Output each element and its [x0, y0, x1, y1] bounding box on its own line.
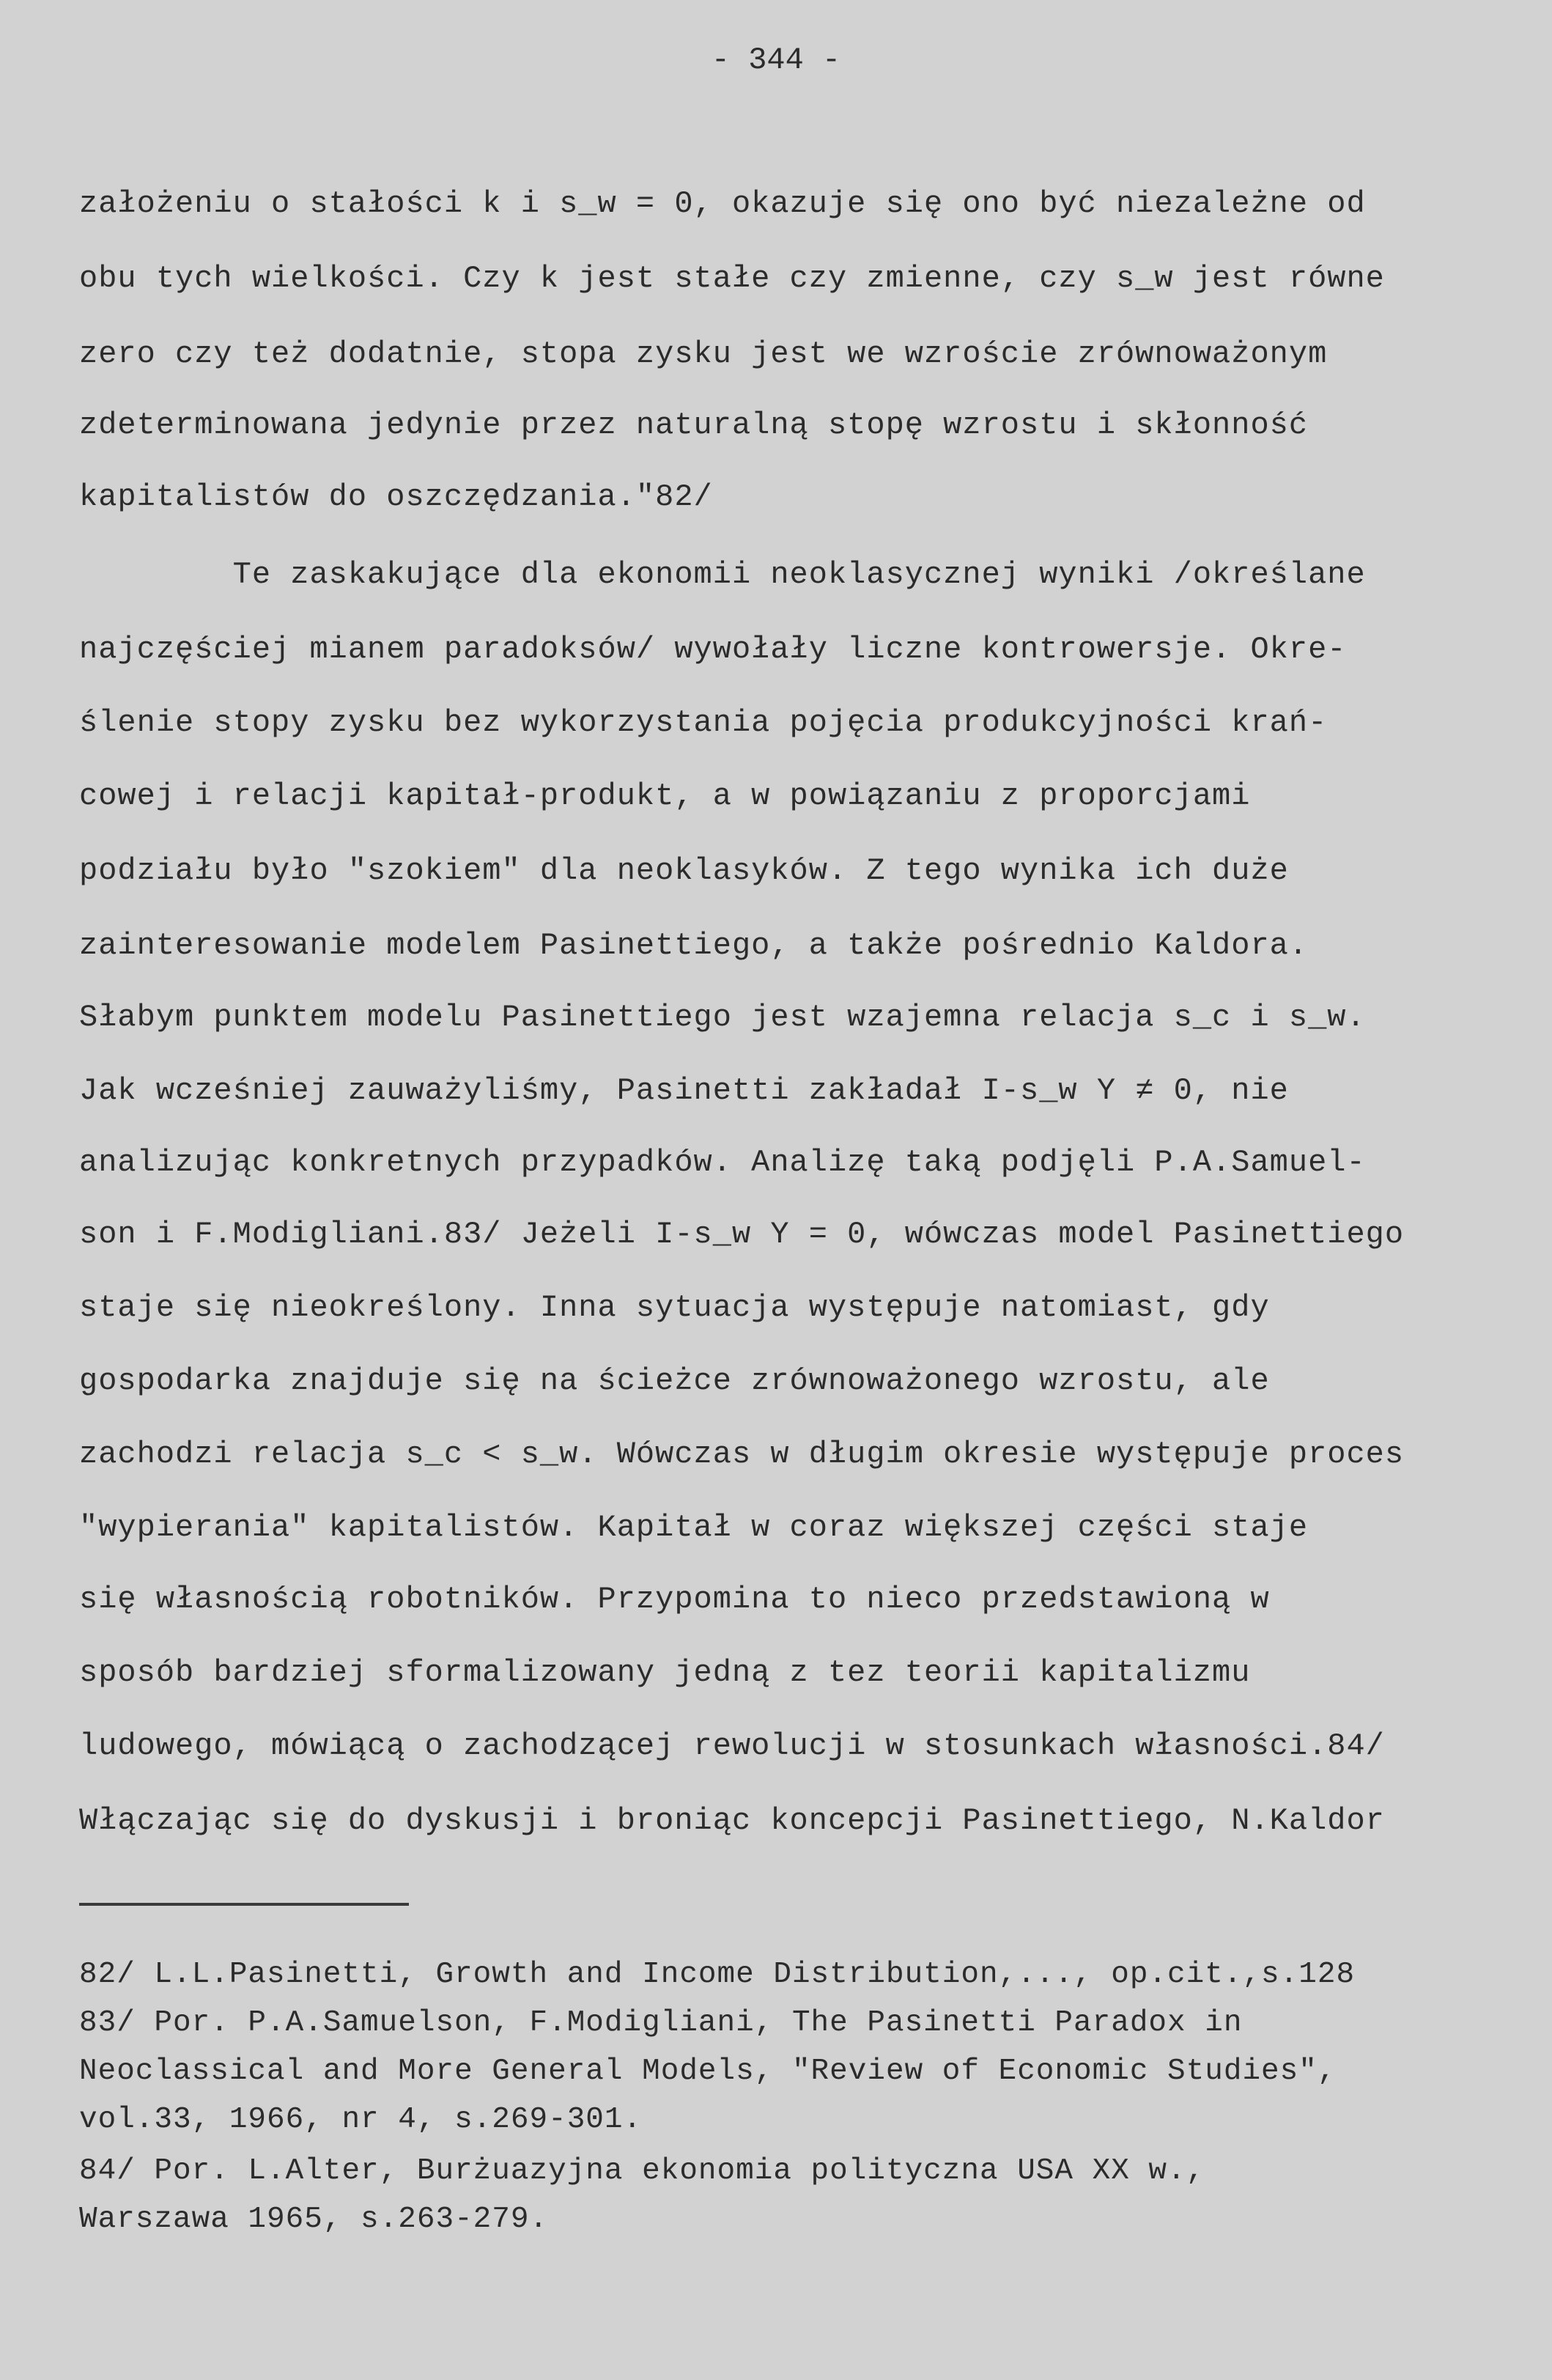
body-line: zdeterminowana jedynie przez naturalną stopę wzrostu i skłonność: [79, 408, 1309, 443]
body-line: son i F.Modigliani.83/ Jeżeli I-s_w Y = 0, wówczas model Pasinettiego: [79, 1217, 1405, 1252]
footnote-line: Neoclassical and More General Models, "Review of Economic Studies",: [79, 2055, 1337, 2088]
body-line: najczęściej mianem paradoksów/ wywołały liczne kontrowersje. Okre-: [79, 632, 1347, 667]
body-line: Te zaskakujące dla ekonomii neoklasycznej wyniki /określane: [79, 557, 1366, 592]
body-line: Słabym punktem modelu Pasinettiego jest wzajemna relacja s_c i s_w.: [79, 1000, 1366, 1035]
body-line: obu tych wielkości. Czy k jest stałe czy zmienne, czy s_w jest równe: [79, 261, 1385, 296]
body-line: zero czy też dodatnie, stopa zysku jest we wzroście zrównoważonym: [79, 336, 1328, 372]
body-line: zachodzi relacja s_c < s_w. Wówczas w długim okresie występuje proces: [79, 1437, 1405, 1472]
body-line: Jak wcześniej zauważyliśmy, Pasinetti zakładał I-s_w Y ≠ 0, nie: [79, 1073, 1289, 1108]
footnote-line: 82/ L.L.Pasinetti, Growth and Income Distribution,..., op.cit.,s.128: [79, 1958, 1356, 1992]
footnote-line: 83/ Por. P.A.Samuelson, F.Modigliani, The Pasinetti Paradox in: [79, 2006, 1243, 2040]
footnote-line: 84/ Por. L.Alter, Burżuazyjna ekonomia polityczna USA XX w.,: [79, 2154, 1205, 2188]
body-line: sposób bardziej sformalizowany jedną z tez teorii kapitalizmu: [79, 1655, 1251, 1690]
footnote-line: vol.33, 1966, nr 4, s.269-301.: [79, 2103, 643, 2137]
body-line: się własnością robotników. Przypomina to nieco przedstawioną w: [79, 1582, 1270, 1617]
body-line: gospodarka znajduje się na ścieżce zrównoważonego wzrostu, ale: [79, 1363, 1270, 1399]
body-line: zainteresowanie modelem Pasinettiego, a także pośrednio Kaldora.: [79, 928, 1309, 963]
body-line: staje się nieokreślony. Inna sytuacja występuje natomiast, gdy: [79, 1290, 1270, 1325]
footnote-line: Warszawa 1965, s.263-279.: [79, 2203, 549, 2236]
body-line: ślenie stopy zysku bez wykorzystania pojęcia produkcyjności krań-: [79, 705, 1328, 740]
body-line: założeniu o stałości k i s_w = 0, okazuje się ono być niezależne od: [79, 186, 1366, 221]
body-line: analizując konkretnych przypadków. Analizę taką podjęli P.A.Samuel-: [79, 1145, 1366, 1180]
body-line: cowej i relacji kapitał-produkt, a w powiązaniu z proporcjami: [79, 778, 1251, 814]
page-number: - 344 -: [711, 43, 841, 78]
body-line: kapitalistów do oszczędzania."82/: [79, 479, 713, 515]
footnote-separator: [79, 1903, 409, 1906]
body-line: "wypierania" kapitalistów. Kapitał w coraz większej części staje: [79, 1510, 1309, 1545]
body-line: podziału było "szokiem" dla neoklasyków. Z tego wynika ich duże: [79, 853, 1289, 888]
body-line: ludowego, mówiącą o zachodzącej rewolucji w stosunkach własności.84/: [79, 1728, 1385, 1764]
body-line: Włączając się do dyskusji i broniąc koncepcji Pasinettiego, N.Kaldor: [79, 1803, 1385, 1838]
